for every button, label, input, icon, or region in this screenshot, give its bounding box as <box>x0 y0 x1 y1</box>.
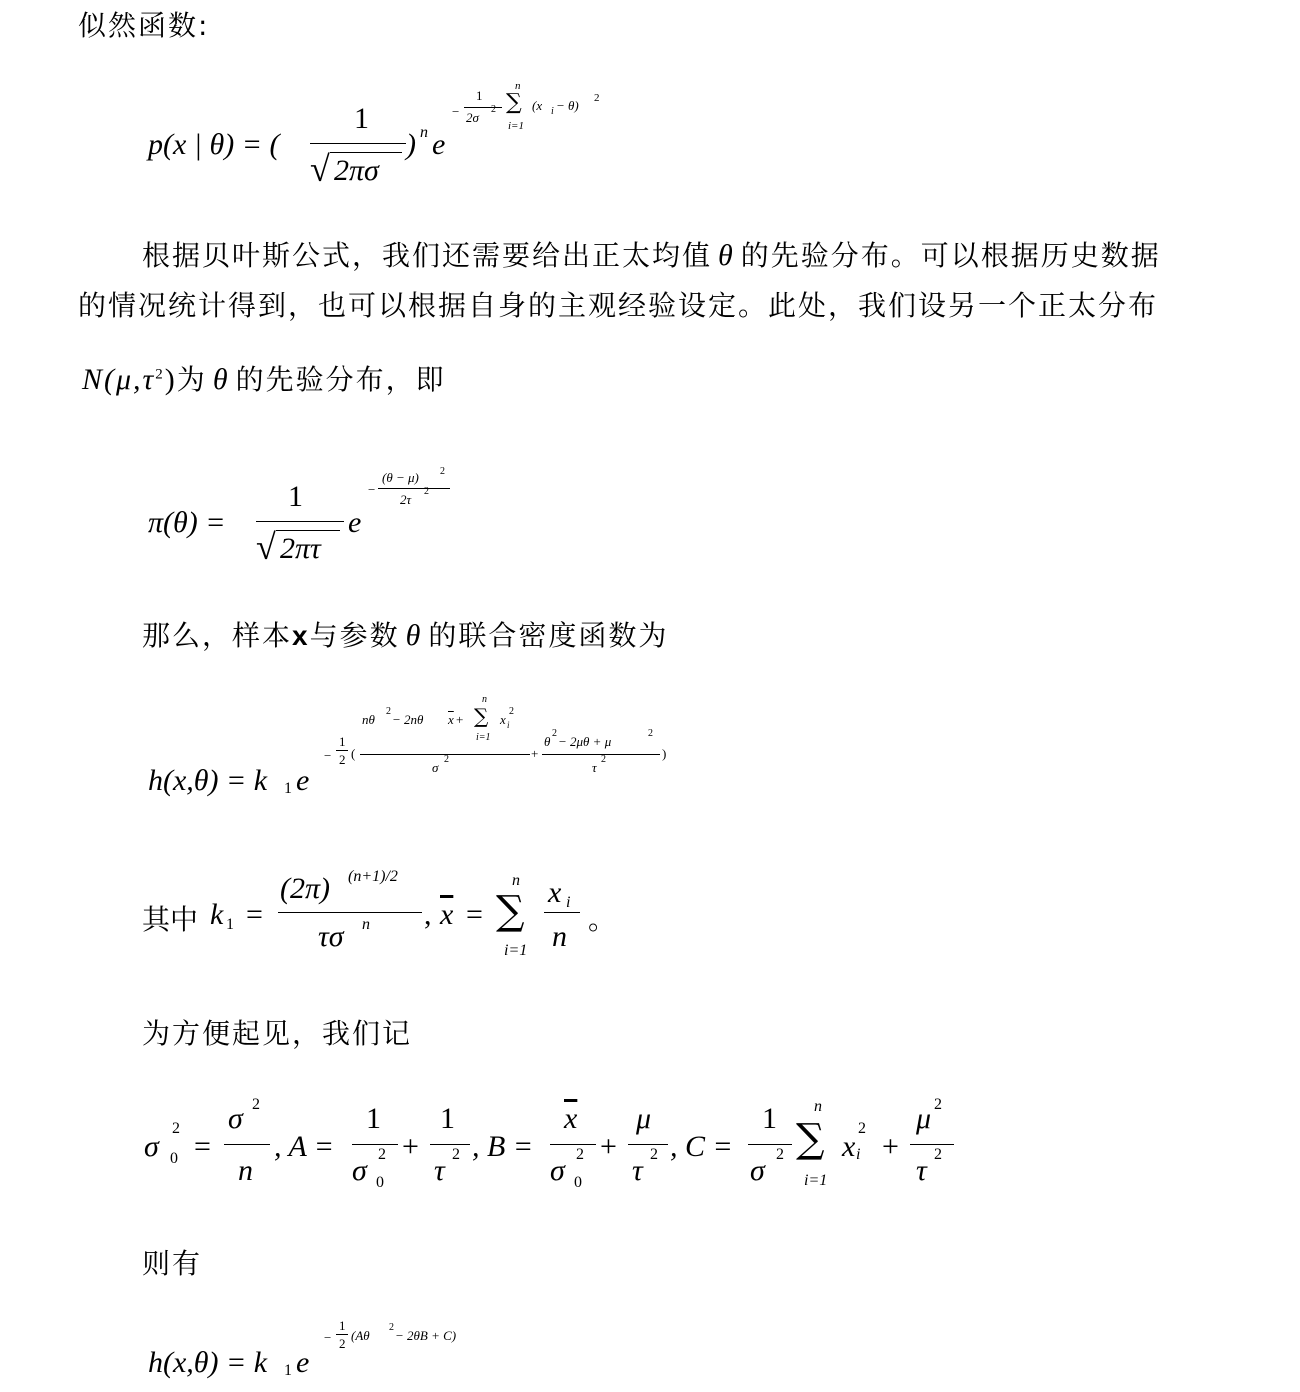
eq3-f2-num-sup2: 2 <box>648 728 653 739</box>
eq1-exp-minus: − <box>452 104 460 119</box>
sum-icon: ∑ <box>474 704 489 728</box>
equation-prior <box>148 466 488 580</box>
eq5-fB2-den: τ <box>632 1154 643 1187</box>
eq5-sum-bottom: i=1 <box>804 1172 828 1189</box>
eq4-k-sub: 1 <box>226 916 234 933</box>
eq3-f2-num-b: − 2μθ + μ <box>558 734 612 749</box>
eq1-power-n: n <box>420 124 428 141</box>
eq5-fC1-den-sup: 2 <box>776 1146 784 1163</box>
eq1-exp-term: (x <box>532 98 543 113</box>
eq1-exp-den-sup: 2 <box>491 104 496 115</box>
eq5-fC1-line <box>748 1144 792 1145</box>
eq3-f1-den: σ <box>432 760 439 775</box>
eq5-fA2-den-sup: 2 <box>452 1146 460 1163</box>
eq5-comma-A: , A = <box>274 1130 334 1163</box>
sum-icon: ∑ <box>496 888 525 934</box>
eq3-half-num: 1 <box>339 734 346 749</box>
eq5-fC2-den: τ <box>916 1154 927 1187</box>
eq4-num: (2π) <box>280 872 331 905</box>
eq5-fB2-num: μ <box>636 1102 652 1135</box>
eq1-fraction-line <box>310 143 406 144</box>
eq4-fraction-line <box>278 912 422 913</box>
para-prior-line1-a: 根据贝叶斯公式，我们还需要给出正太均值 <box>142 239 713 272</box>
sqrt-icon: √ <box>310 149 330 189</box>
eq5-f1-den: n <box>238 1154 253 1187</box>
para-prior-line1-b: 的先验分布。可以根据历史数据 <box>740 239 1161 272</box>
para-prior-line2: 的情况统计得到，也可以根据自身的主观经验设定。此处，我们设另一个正太分布 <box>78 289 1159 322</box>
eq5-xi-sup: 2 <box>858 1120 866 1137</box>
eq3-f1-num-a: nθ <box>362 712 375 727</box>
eq4-eq2: = <box>466 898 483 931</box>
normal-notation-close: ) <box>164 363 177 396</box>
eq4-xbar: $\overline{x}$ <box>440 898 454 931</box>
para-where: 其中 <box>142 903 199 936</box>
eq2-denominator: 2πτ <box>280 532 321 565</box>
equation-final <box>148 1318 548 1392</box>
eq6-e: e <box>296 1346 310 1379</box>
eq1-exp-term-sup: 2 <box>594 92 600 104</box>
theta-symbol: θ <box>718 239 735 272</box>
eq6-lhs: h(x,θ) = k <box>148 1346 268 1379</box>
eq5-fA2-line <box>430 1144 470 1145</box>
eq4-frac-num-sub: i <box>566 894 571 911</box>
eq3-exp-minus: − <box>324 748 332 763</box>
sum-icon: ∑ <box>506 90 522 115</box>
eq5-fB1-den-sup: 2 <box>576 1146 584 1163</box>
eq2-exp-line <box>378 488 450 489</box>
eq3-f1-sum-top: n <box>482 694 487 705</box>
eq2-exp-den: 2τ <box>400 492 412 507</box>
eq5-fB1-line <box>550 1144 596 1145</box>
eq3-plus: + <box>531 746 539 761</box>
theta-symbol-3: θ <box>405 619 423 652</box>
eq1-numerator: 1 <box>354 102 369 135</box>
equation-definitions <box>144 1094 974 1204</box>
para-prior-line3-b: 为 <box>176 363 207 396</box>
eq4-frac-num: x <box>548 876 562 909</box>
eq5-fC2-den-sup: 2 <box>934 1146 942 1163</box>
eq3-f1-num-xi-sup: 2 <box>509 706 514 717</box>
eq5-fA1-line <box>352 1144 398 1145</box>
sqrt-icon: √ <box>256 527 276 567</box>
eq4-num-sup: (n+1)/2 <box>348 868 398 885</box>
eq3-f1-den-sup: 2 <box>444 754 449 765</box>
eq5-fC2-num-sup: 2 <box>934 1096 942 1113</box>
para-where-end: 。 <box>588 903 617 936</box>
eq1-exp-term-end: − θ) <box>556 98 579 113</box>
eq5-fC1-den: σ <box>750 1154 765 1187</box>
eq1-lhs: p(x | θ) = ( <box>148 128 280 161</box>
eq4-eq: = <box>246 898 263 931</box>
eq4-frac-den: n <box>552 920 567 953</box>
eq3-f1-num-b: − 2nθ <box>392 712 424 727</box>
eq2-exp-num-sup: 2 <box>440 466 445 477</box>
eq3-f2-num: θ <box>544 734 551 749</box>
eq6-exp-num: 1 <box>339 1318 346 1333</box>
eq3-f1-num-xi-sub: i <box>507 720 510 730</box>
eq1-exp-den: 2σ <box>466 110 479 125</box>
eq3-f1-num-plus: + <box>456 712 464 727</box>
eq6-exp-body-end: − 2θB + C) <box>395 1328 457 1343</box>
eq3-f2-den: τ <box>592 760 597 775</box>
eq5-plus-A: + <box>402 1130 419 1163</box>
eq5-fA2-num: 1 <box>440 1102 455 1135</box>
eq6-exp-body-sup: 2 <box>389 1322 394 1333</box>
eq5-fB1-den-sub: 0 <box>574 1174 582 1191</box>
eq1-denominator: 2πσ <box>334 154 379 187</box>
para-joint-a: 那么，样本 <box>142 619 293 652</box>
eq5-comma-B: , B = <box>472 1130 534 1163</box>
eq5-fA1-den: σ <box>352 1154 367 1187</box>
eq5-sum-top: n <box>814 1098 822 1115</box>
eq5-fB2-den-sup: 2 <box>650 1146 658 1163</box>
eq6-exp-den: 2 <box>339 1336 346 1351</box>
eq3-half-line <box>336 750 348 751</box>
eq5-fC2-num: μ <box>916 1102 932 1135</box>
equation-joint <box>148 690 708 810</box>
eq5-fA1-num: 1 <box>366 1102 381 1135</box>
eq5-f1-num-sup: 2 <box>252 1096 260 1113</box>
eq5-fB1-num: $\overline{x}$ <box>564 1102 578 1135</box>
eq2-lhs: π(θ) = <box>148 506 226 539</box>
eq2-numerator: 1 <box>288 480 303 513</box>
eq5-plus-B: + <box>600 1130 617 1163</box>
eq5-fC1-num: 1 <box>762 1102 777 1135</box>
eq6-lhs-sub: 1 <box>284 1362 292 1379</box>
eq5-plus-C: + <box>882 1130 899 1163</box>
eq1-sum-bottom: i=1 <box>508 120 524 132</box>
eq5-eq: = <box>194 1130 211 1163</box>
para-prior-line3 <box>82 358 446 398</box>
eq3-f1-sum-bottom: i=1 <box>476 732 491 743</box>
eq3-lhs: h(x,θ) = k <box>148 764 268 797</box>
eq1-exp-line <box>464 107 502 108</box>
eq5-xi: x <box>842 1130 856 1163</box>
eq2-exp-den-sup: 2 <box>424 486 429 497</box>
normal-notation-sup: 2 <box>155 366 165 383</box>
para-prior-line3-c: 的先验分布，即 <box>235 363 446 396</box>
eq1-exp-term-sub: i <box>551 106 554 117</box>
sum-icon: ∑ <box>796 1116 825 1162</box>
para-joint <box>142 614 668 654</box>
eq5-comma-C: , C = <box>670 1130 733 1163</box>
equation-likelihood <box>148 80 648 198</box>
eq5-fC2-line <box>910 1144 954 1145</box>
theta-symbol-2: θ <box>212 363 230 396</box>
eq5-fA1-den-sup: 2 <box>378 1146 386 1163</box>
eq4-k: k <box>210 898 224 931</box>
eq1-exp-num: 1 <box>476 88 483 103</box>
eq3-f1-num-xbar: $\overline{x}$ <box>448 712 454 727</box>
eq4-sum-top: n <box>512 872 520 889</box>
eq2-fraction-line <box>256 521 344 522</box>
eq5-f1-line <box>224 1144 270 1145</box>
eq5-xi-sub: i <box>856 1146 861 1163</box>
eq5-fA2-den: τ <box>434 1154 445 1187</box>
eq4-frac-line2 <box>544 912 580 913</box>
eq3-f1-num-xi: x <box>500 712 506 727</box>
normal-notation: N(μ,τ <box>82 363 156 396</box>
eq6-exp-minus: − <box>324 1330 332 1345</box>
eq5-fA1-den-sub: 0 <box>376 1174 384 1191</box>
eq4-sum-bottom: i=1 <box>504 942 528 959</box>
eq3-f2-den-sup: 2 <box>601 754 606 765</box>
eq4-comma: , <box>424 898 432 931</box>
eq2-exp-minus: − <box>368 482 376 497</box>
eq3-f1-num-a-sup: 2 <box>386 706 391 717</box>
eq3-half-den: 2 <box>339 752 346 767</box>
eq5-fB2-line <box>628 1144 668 1145</box>
para-then: 则有 <box>142 1247 203 1280</box>
eq5-fB1-den: σ <box>550 1154 565 1187</box>
eq3-lhs-sub: 1 <box>284 780 292 797</box>
eq4-den: τσ <box>318 920 344 953</box>
para-joint-c: 的联合密度函数为 <box>428 619 669 652</box>
para-convenience: 为方便起见，我们记 <box>142 1017 413 1050</box>
eq1-e: e <box>432 128 446 161</box>
eq6-exp-line <box>336 1334 348 1335</box>
para-joint-b: 与参数 <box>309 619 400 652</box>
eq3-f2-num-sup1: 2 <box>552 728 557 739</box>
eq1-sum-top: n <box>515 80 521 92</box>
eq3-exp-open: ( <box>351 746 356 761</box>
eq4-den-sup: n <box>362 916 370 933</box>
heading-likelihood: 似然函数: <box>78 9 210 42</box>
eq3-exp-close: ) <box>662 746 667 761</box>
eq5-sigma0-sub: 0 <box>170 1150 178 1167</box>
eq2-exp-num: (θ − μ) <box>382 470 419 485</box>
para-prior-line1 <box>142 234 1161 274</box>
eq2-e: e <box>348 506 362 539</box>
eq5-sigma0-sup: 2 <box>172 1120 180 1137</box>
equation-k1 <box>142 868 642 968</box>
para-joint-x: x <box>292 620 310 651</box>
eq1-close-paren: ) <box>406 128 416 161</box>
eq6-exp-body: (Aθ <box>351 1328 370 1343</box>
eq5-f1-num: σ <box>228 1102 243 1135</box>
eq3-e: e <box>296 764 310 797</box>
eq5-sigma0: σ <box>144 1130 159 1163</box>
